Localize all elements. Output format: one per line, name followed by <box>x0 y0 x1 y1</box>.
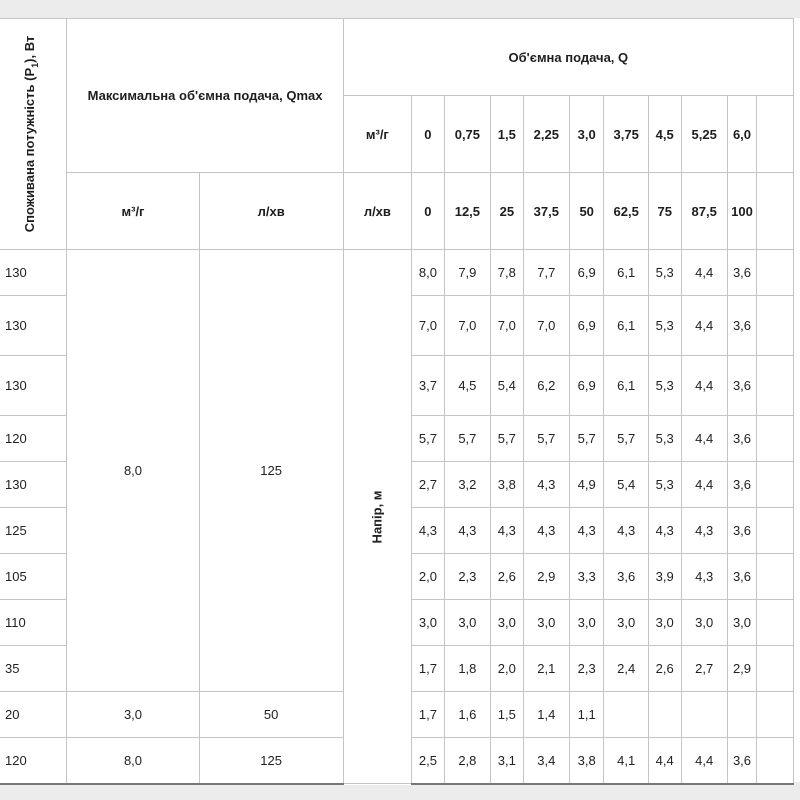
flow-header-value: 0,75 <box>444 96 490 173</box>
head-value: 4,3 <box>681 554 727 600</box>
head-value: 6,9 <box>569 250 604 296</box>
head-value: 6,9 <box>569 296 604 356</box>
power-value: 110 <box>0 600 67 646</box>
head-value: 6,9 <box>569 356 604 416</box>
power-column-header <box>0 19 67 250</box>
head-value <box>727 692 756 738</box>
head-value: 3,6 <box>604 554 648 600</box>
flow-header-value: 3,75 <box>604 96 648 173</box>
flow-header-value: 100 <box>727 173 756 250</box>
power-value: 130 <box>0 296 67 356</box>
head-value-overflow <box>757 462 794 508</box>
head-value: 4,4 <box>681 296 727 356</box>
head-value-overflow <box>757 416 794 462</box>
head-value: 3,6 <box>727 738 756 784</box>
head-value: 3,8 <box>569 738 604 784</box>
head-value: 3,0 <box>569 600 604 646</box>
power-value: 120 <box>0 738 67 784</box>
head-value: 4,4 <box>681 462 727 508</box>
head-value: 4,4 <box>681 416 727 462</box>
head-value: 2,9 <box>523 554 569 600</box>
head-value: 7,0 <box>412 296 445 356</box>
power-value: 105 <box>0 554 67 600</box>
head-value: 8,0 <box>412 250 445 296</box>
head-value-overflow <box>757 250 794 296</box>
head-value: 7,7 <box>523 250 569 296</box>
qmax-lmin-merged: 125 <box>199 250 343 692</box>
flow-header-overflow <box>757 96 794 173</box>
qmax-m3h: 8,0 <box>67 738 199 784</box>
head-value: 2,6 <box>490 554 523 600</box>
qmax-lmin: 50 <box>199 692 343 738</box>
head-value: 4,3 <box>569 508 604 554</box>
head-value: 4,3 <box>604 508 648 554</box>
head-value: 2,3 <box>444 554 490 600</box>
flow-header-value: 0 <box>412 96 445 173</box>
head-value-overflow <box>757 356 794 416</box>
head-value: 2,8 <box>444 738 490 784</box>
power-value: 130 <box>0 462 67 508</box>
head-value: 7,8 <box>490 250 523 296</box>
head-value: 3,2 <box>444 462 490 508</box>
head-value: 5,3 <box>648 416 681 462</box>
head-value: 2,5 <box>412 738 445 784</box>
head-value <box>648 692 681 738</box>
head-value: 5,3 <box>648 356 681 416</box>
head-value: 5,7 <box>412 416 445 462</box>
head-value: 7,0 <box>523 296 569 356</box>
flow-header-value: 6,0 <box>727 96 756 173</box>
head-value-overflow <box>757 296 794 356</box>
head-value: 5,7 <box>523 416 569 462</box>
head-value: 4,3 <box>412 508 445 554</box>
head-label-cell <box>343 250 411 784</box>
head-value: 4,5 <box>444 356 490 416</box>
head-value-overflow <box>757 692 794 738</box>
head-value: 1,6 <box>444 692 490 738</box>
head-value: 2,7 <box>412 462 445 508</box>
head-value: 6,2 <box>523 356 569 416</box>
flow-header-value: 12,5 <box>444 173 490 250</box>
head-value: 1,4 <box>523 692 569 738</box>
power-header-unit: ), Вт <box>21 35 37 63</box>
head-value: 2,1 <box>523 646 569 692</box>
head-value: 4,4 <box>681 250 727 296</box>
head-value: 3,6 <box>727 508 756 554</box>
flow-header-value: 0 <box>412 173 445 250</box>
head-value: 2,4 <box>604 646 648 692</box>
head-value: 3,0 <box>604 600 648 646</box>
power-value: 130 <box>0 356 67 416</box>
head-value: 2,3 <box>569 646 604 692</box>
head-value: 3,6 <box>727 356 756 416</box>
head-value: 5,3 <box>648 296 681 356</box>
head-value: 4,3 <box>648 508 681 554</box>
head-value: 5,4 <box>490 356 523 416</box>
head-value: 1,7 <box>412 646 445 692</box>
head-value: 3,7 <box>412 356 445 416</box>
power-value: 125 <box>0 508 67 554</box>
power-value: 35 <box>0 646 67 692</box>
power-value: 20 <box>0 692 67 738</box>
power-value: 130 <box>0 250 67 296</box>
head-value: 4,4 <box>681 738 727 784</box>
head-value <box>604 692 648 738</box>
flow-header-value: 2,25 <box>523 96 569 173</box>
head-value: 2,0 <box>490 646 523 692</box>
head-value: 7,9 <box>444 250 490 296</box>
flow-header-value: 5,25 <box>681 96 727 173</box>
flow-header: Об'ємна подача, Q <box>343 19 793 96</box>
head-value: 4,3 <box>523 508 569 554</box>
head-value: 1,7 <box>412 692 445 738</box>
head-value: 3,6 <box>727 416 756 462</box>
head-value: 3,6 <box>727 296 756 356</box>
head-value-overflow <box>757 600 794 646</box>
flow-header-value: 50 <box>569 173 604 250</box>
qmax-header: Максимальна об'ємна подача, Qmax <box>67 19 343 173</box>
table-row <box>0 250 794 296</box>
head-value-overflow <box>757 508 794 554</box>
head-value: 3,9 <box>648 554 681 600</box>
head-value: 5,7 <box>490 416 523 462</box>
head-value: 4,1 <box>604 738 648 784</box>
head-value: 3,0 <box>648 600 681 646</box>
head-value: 4,4 <box>681 356 727 416</box>
flow-unit-m3h: м³/г <box>343 96 411 173</box>
head-value: 3,6 <box>727 250 756 296</box>
head-value: 1,8 <box>444 646 490 692</box>
power-value: 120 <box>0 416 67 462</box>
pump-performance-table <box>0 18 794 785</box>
flow-header-value: 37,5 <box>523 173 569 250</box>
power-header-text: Споживана потужність (P <box>21 67 37 233</box>
head-value: 2,9 <box>727 646 756 692</box>
flow-header-value: 3,0 <box>569 96 604 173</box>
head-value: 4,3 <box>490 508 523 554</box>
head-value: 3,0 <box>523 600 569 646</box>
head-value: 7,0 <box>444 296 490 356</box>
flow-header-value: 25 <box>490 173 523 250</box>
head-value: 5,3 <box>648 250 681 296</box>
qmax-m3h: 3,0 <box>67 692 199 738</box>
flow-header-value: 62,5 <box>604 173 648 250</box>
head-value: 4,3 <box>444 508 490 554</box>
head-value: 5,4 <box>604 462 648 508</box>
head-value: 4,3 <box>681 508 727 554</box>
head-value: 2,7 <box>681 646 727 692</box>
head-value: 6,1 <box>604 296 648 356</box>
head-value-overflow <box>757 554 794 600</box>
head-value: 3,1 <box>490 738 523 784</box>
flow-unit-lmin: л/хв <box>343 173 411 250</box>
head-value: 5,7 <box>604 416 648 462</box>
flow-header-value: 87,5 <box>681 173 727 250</box>
flow-header-overflow <box>757 173 794 250</box>
head-value: 4,4 <box>648 738 681 784</box>
head-value: 3,3 <box>569 554 604 600</box>
head-value: 5,7 <box>444 416 490 462</box>
head-value: 3,0 <box>412 600 445 646</box>
head-value: 3,6 <box>727 554 756 600</box>
flow-header-value: 75 <box>648 173 681 250</box>
head-label: Напір, м <box>369 490 385 543</box>
flow-header-value: 4,5 <box>648 96 681 173</box>
qmax-unit-lmin: л/хв <box>199 173 343 250</box>
head-value: 6,1 <box>604 250 648 296</box>
head-value: 3,0 <box>490 600 523 646</box>
head-value: 3,0 <box>681 600 727 646</box>
head-value: 2,6 <box>648 646 681 692</box>
head-value: 3,4 <box>523 738 569 784</box>
head-value-overflow <box>757 646 794 692</box>
power-header-subscript: 1 <box>29 62 40 68</box>
head-value: 3,6 <box>727 462 756 508</box>
head-value: 7,0 <box>490 296 523 356</box>
head-value-overflow <box>757 738 794 784</box>
qmax-unit-m3h: м³/г <box>67 173 199 250</box>
qmax-lmin: 125 <box>199 738 343 784</box>
head-value: 1,5 <box>490 692 523 738</box>
head-value: 3,0 <box>727 600 756 646</box>
qmax-m3h-merged: 8,0 <box>67 250 199 692</box>
head-value: 4,9 <box>569 462 604 508</box>
head-value: 6,1 <box>604 356 648 416</box>
head-value: 5,7 <box>569 416 604 462</box>
head-value: 5,3 <box>648 462 681 508</box>
head-value: 3,0 <box>444 600 490 646</box>
head-value: 1,1 <box>569 692 604 738</box>
head-value: 4,3 <box>523 462 569 508</box>
head-value <box>681 692 727 738</box>
flow-header-value: 1,5 <box>490 96 523 173</box>
head-value: 2,0 <box>412 554 445 600</box>
head-value: 3,8 <box>490 462 523 508</box>
